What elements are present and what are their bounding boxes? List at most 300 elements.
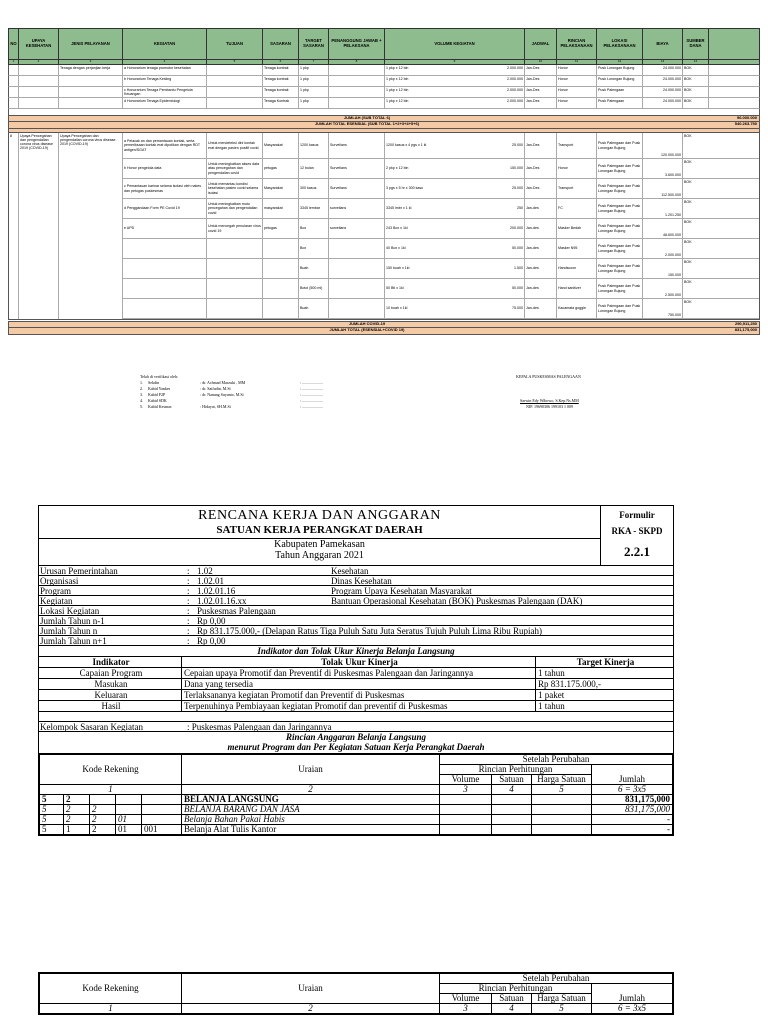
no-cell <box>9 76 19 86</box>
colnum: 1 <box>40 1004 182 1014</box>
kode-cell: 1 <box>64 825 90 835</box>
target-cell: 300 kasus <box>299 179 329 198</box>
info-key: Jumlah Tahun n <box>40 626 98 636</box>
verifier-sign: : ..................... <box>300 398 324 403</box>
lokasi-cell: Pusk Palengaan dan Pusk Lorongan Bujung <box>597 299 643 318</box>
info-code: Rp 0,00 <box>197 616 226 626</box>
verifier-role: Sekdin <box>148 380 160 385</box>
info-row <box>39 616 673 626</box>
row-number: 8 <box>9 133 19 319</box>
rka-tahun: Tahun Anggaran 2021 <box>275 550 364 561</box>
kode-rekening-header: Kode Rekening <box>40 755 182 785</box>
verifier-name: : dr. Nanang Suyanto, M.Si <box>200 392 244 397</box>
jumlah-cell: - <box>592 825 673 835</box>
jenis-cell <box>59 98 123 108</box>
esensial-total-row <box>8 122 760 129</box>
info-row <box>39 576 673 586</box>
indikator-rows <box>39 668 673 712</box>
lokasi-cell: Pusk Palengaan dan Pusk Lorongan Bujung <box>597 199 643 218</box>
volume-text: 1 pkp x 12 bln <box>386 76 409 81</box>
kode-cell <box>116 795 142 805</box>
pj-cell: Surveilans <box>329 133 385 158</box>
kegiatan-cell: a Honorarium tenaga promotor kesehatan <box>123 65 207 75</box>
tujuan-cell <box>207 76 263 86</box>
head-title: KEPALA PUSKESMAS PALENGAAN <box>516 374 581 379</box>
info-name: Program Upaya Kesehatan Masyarakat <box>331 586 472 596</box>
table-row <box>8 65 760 76</box>
volume-cell <box>385 76 525 86</box>
ind-header: Target Kinerja <box>576 657 635 667</box>
info-code: Rp 0,00 <box>197 636 226 646</box>
harga-text: 200.000 <box>510 226 523 231</box>
upaya-cell <box>19 87 59 97</box>
lokasi-cell: Pusk Palengaan <box>597 87 643 97</box>
satuan-cell <box>492 805 532 815</box>
info-key: Program <box>40 586 71 596</box>
colnum: 3 <box>440 785 492 795</box>
verifier-role: Kabid SDK <box>148 398 167 403</box>
uraian-header: Uraian <box>182 974 440 1004</box>
dana-cell: BOK <box>684 260 692 264</box>
harga-text: 75.000 <box>512 306 523 311</box>
kode-cell: 2 <box>90 825 116 835</box>
lokasi-cell: Pusk Palengaan <box>597 98 643 108</box>
ind-header: Indikator <box>39 657 182 667</box>
dana-cell: BOK <box>684 220 692 224</box>
col-header: LOKASI PELAKSANAAN <box>597 29 643 59</box>
biaya-cell: 24.000.000 <box>643 87 683 97</box>
subtotal-label: JUMLAH (SUB TOTAL 6) <box>343 115 391 120</box>
info-code: Rp 831.175.000,- (Delapan Ratus Tiga Puluh Satu Juta Seratus Tujuh Puluh Lima Ribu Rupiah) <box>197 626 543 636</box>
ind-tolak-ukur: Dana yang tersedia <box>182 679 536 689</box>
colnum: 4 <box>492 785 532 795</box>
dana-cell: BOK <box>684 280 692 284</box>
rab-table <box>8 28 760 335</box>
kelompok-value: : Puskesmas Palengaan dan Jaringannya <box>187 722 332 732</box>
volume-cell <box>385 299 525 318</box>
col-header: VOLUME KEGIATAN <box>385 29 525 59</box>
dana-cell: BOK <box>683 65 709 75</box>
lokasi-cell: Pusk Palengaan dan Pusk Lorongan Bujung <box>597 219 643 238</box>
grand-total-row <box>8 328 760 335</box>
pj-cell <box>329 87 385 97</box>
sasaran-cell: Tenaga kontrak <box>263 65 299 75</box>
harga-text: 2.000.000 <box>507 87 523 92</box>
rincian-cell: Kacamata goggle <box>557 299 597 318</box>
verifier-no: 2. <box>140 386 143 391</box>
harga-text: 50.000 <box>512 246 523 251</box>
ind-target: 1 tahun <box>538 701 565 711</box>
tujuan-cell: Untuk mencegah penularan virus covid 19 <box>207 219 263 238</box>
sasaran-cell: Tenaga kontrak <box>263 87 299 97</box>
kode-cell: 5 <box>40 795 64 805</box>
rka-kabupaten: Kabupaten Pamekasan <box>274 539 365 550</box>
pj-cell: Surveilans <box>329 159 385 178</box>
pj-cell: surveilans <box>329 219 385 238</box>
ind-target: 1 tahun <box>538 668 565 678</box>
sasaran-cell <box>263 279 299 298</box>
biaya-cell: 48.600.000 <box>643 219 683 238</box>
dana-cell: BOK <box>683 87 709 97</box>
harga-text: 250 <box>517 206 523 211</box>
col-header: JENIS PELAYANAN <box>59 29 123 59</box>
verifier-no: 5. <box>140 404 143 409</box>
info-row <box>39 596 673 606</box>
sasaran-cell: petugas <box>263 219 299 238</box>
biaya-cell: 24.000.000 <box>643 65 683 75</box>
kegiatan-cell: c Honorarium Tenaga Pembantu Pengelola Keuangan <box>123 87 207 97</box>
colnum: 2 <box>182 785 440 795</box>
no-cell <box>9 87 19 97</box>
tujuan-cell: Untuk memantau kondisi kesehatan pasien covid selama isolasi <box>207 179 263 198</box>
satuan-header: Satuan <box>492 994 532 1004</box>
sasaran-cell: Tenaga kontrak <box>263 76 299 86</box>
jadwal-cell: Jan-Des <box>525 76 557 86</box>
col-header: SASARAN <box>263 29 299 59</box>
target-cell: 1 pkp <box>299 76 329 86</box>
volume-header: Volume <box>440 775 492 785</box>
rka-title: RENCANA KERJA DAN ANGGARAN <box>198 508 441 523</box>
ind-tolak-ukur: Terlaksananya kegiatan Promotif dan Preventif di Puskesmas <box>182 690 536 700</box>
tujuan-cell <box>207 259 263 278</box>
kode-cell: 01 <box>116 825 142 835</box>
jadwal-cell: Jan-des <box>525 199 557 218</box>
setelah-header: Setelah Perubahan <box>440 755 673 765</box>
kelompok-row <box>39 722 673 732</box>
lokasi-cell: Pusk Palengaan dan Pusk Lorongan Bujung <box>597 159 643 178</box>
col-header: PENANGGUNG JAWAB + PELAKSANA <box>329 29 385 59</box>
harga-text: 50.000 <box>512 286 523 291</box>
jenis-cell <box>59 87 123 97</box>
jenis-cell: Upaya Pencegahan dan pengendalian corona virus disease 2019 (COVID-19) <box>59 133 123 319</box>
rincian-row <box>40 795 673 805</box>
pj-cell: surveilans <box>329 199 385 218</box>
volume-cell <box>385 179 525 198</box>
formulir-number: 2.2.1 <box>624 544 650 559</box>
volume-text: 243 Box x 1kl <box>386 226 408 231</box>
rincian-title: Rincian Anggaran Belanja Langsung <box>286 732 426 742</box>
indikator-row <box>39 668 673 679</box>
volume-cell <box>385 219 525 238</box>
jadwal-cell: Jan-des <box>525 279 557 298</box>
sasaran-cell <box>263 239 299 258</box>
kode-cell: 2 <box>90 815 116 825</box>
jadwal-cell: Jan-Des <box>525 133 557 158</box>
col-number: 4 <box>123 60 207 64</box>
biaya-cell: 2.000.000 <box>643 239 683 258</box>
tujuan-cell: Untuk mendeteksi dini kontak erat dengan pasien positif covid <box>207 133 263 158</box>
covid-total-label: JUMLAH COVID-19 <box>348 321 386 326</box>
tujuan-cell: Untuk meningkatkan akses data atau pencegahan dan pengendalian covid <box>207 159 263 178</box>
volume-cell <box>385 65 525 75</box>
pj-cell <box>329 259 385 278</box>
upaya-cell <box>19 98 59 108</box>
verification-title: Telah di verifikasi oleh: <box>140 374 179 379</box>
volume-cell <box>385 133 525 158</box>
col-number: 13 <box>643 60 683 64</box>
info-colon: : <box>187 566 190 576</box>
volume-text: 10 buah x 1kl <box>386 306 408 311</box>
verifier-name: : dr. Achmad Marzuki , MM <box>200 380 246 385</box>
uraian-header: Uraian <box>182 755 440 785</box>
pj-cell <box>329 279 385 298</box>
volume-cell <box>385 279 525 298</box>
target-cell: Box <box>299 219 329 238</box>
harga-text: 2.000.000 <box>507 65 523 70</box>
target-cell: Botol (500 ml) <box>299 279 329 298</box>
kegiatan-cell <box>123 259 207 278</box>
tujuan-cell <box>207 98 263 108</box>
verifier-sign: : ..................... <box>300 392 324 397</box>
lokasi-cell: Pusk Lorongan Bujung <box>597 76 643 86</box>
volume-text: 150 buah x 1kl <box>386 266 410 271</box>
rincian-cell: Transport <box>557 133 597 158</box>
harga-text: 2.000.000 <box>507 98 523 103</box>
lokasi-cell: Pusk Palengaan dan Pusk Lorongan Bujung <box>597 279 643 298</box>
harga-cell <box>532 795 592 805</box>
volume-cell <box>440 825 492 835</box>
col-number: 9 <box>385 60 525 64</box>
ind-name: Capaian Program <box>39 668 182 678</box>
formulir-label: Formulir <box>619 510 655 520</box>
ind-target: 1 paket <box>538 690 565 700</box>
harga-header: Harga Satuan <box>532 994 592 1004</box>
col-number: 2 <box>19 60 59 64</box>
no-cell <box>9 98 19 108</box>
kode-cell: 5 <box>40 805 64 815</box>
table-row <box>123 179 759 199</box>
head-name: Sarwin Edy Wibowo, S.Kep.Ns.MM <box>520 398 579 403</box>
volume-text: 40 Box x 1kl <box>386 246 406 251</box>
dana-cell: BOK <box>684 240 692 244</box>
rka-continuation <box>38 972 674 1015</box>
kegiatan-cell: b Honor pengelola data <box>123 159 207 178</box>
satuan-header: Satuan <box>492 775 532 785</box>
col-number: 1 <box>9 60 19 64</box>
esensial-label: JUMLAH TOTAL ESENSIAL (SUB TOTAL 1+2+3+4+5+6) <box>314 121 420 126</box>
col-header: TUJUAN <box>207 29 263 59</box>
verifier-name: : dr. Saifudin, M.Si <box>200 386 231 391</box>
volume-cell <box>440 795 492 805</box>
biaya-cell: 750.000 <box>643 299 683 318</box>
col-number: 7 <box>299 60 329 64</box>
kegiatan-cell: d Penggandaan Form PE Covid 19 <box>123 199 207 218</box>
ind-target: Rp 831.175.000,- <box>538 679 601 689</box>
rincian-cell: Masker Bedah <box>557 219 597 238</box>
info-colon: : <box>187 586 190 596</box>
kegiatan-cell: a Pelacak an dan pemantauan kontak, serta pemeriksaan kontak erat dipotikan dengan RDT antigen/SGAT <box>123 133 207 158</box>
satuan-cell <box>492 815 532 825</box>
jumlah-cell: 831,175,000 <box>592 795 673 805</box>
table-row <box>123 133 759 159</box>
volume-text: 1200 kasus x 4 pgs x 1 kl <box>386 143 427 148</box>
table-row <box>8 76 760 87</box>
info-key: Kegiatan <box>40 596 73 606</box>
info-row <box>39 586 673 596</box>
jadwal-cell: Jan-Des <box>525 179 557 198</box>
volume-header: Volume <box>440 994 492 1004</box>
volume-cell <box>385 199 525 218</box>
satuan-cell <box>492 825 532 835</box>
info-key: Jumlah Tahun n-1 <box>40 616 105 626</box>
verifier-sign: : ..................... <box>300 380 324 385</box>
perhitungan-header: Rincian Perhitungan <box>440 765 592 775</box>
verifier-no: 1. <box>140 380 143 385</box>
biaya-cell: 24.000.000 <box>643 76 683 86</box>
uraian-cell: BELANJA LANGSUNG <box>182 795 440 805</box>
table-row <box>8 87 760 98</box>
volume-text: 3345 lmbr x 1 kl <box>386 206 412 211</box>
kegiatan-cell <box>123 279 207 298</box>
col-header: JADWAL <box>525 29 557 59</box>
lokasi-cell: Pusk Lorongan Bujung <box>597 65 643 75</box>
col-number: 3 <box>59 60 123 64</box>
info-name <box>331 606 673 615</box>
grand-total-label: JUMLAH TOTAL (ESENSIAL+COVID 19) <box>329 327 405 332</box>
dana-cell: BOK <box>683 76 709 86</box>
info-colon: : <box>187 596 190 606</box>
no-cell <box>9 65 19 75</box>
pj-cell <box>329 239 385 258</box>
indikator-row <box>39 679 673 690</box>
uraian-cell: BELANJA BARANG DAN JASA <box>182 805 440 815</box>
info-name <box>331 636 673 645</box>
col-header: NO <box>9 29 19 59</box>
rincian-cell: Honor <box>557 98 597 108</box>
ind-header: Tolak Ukur Kinerja <box>182 657 536 667</box>
col-number: 11 <box>557 60 597 64</box>
ind-tolak-ukur: Cepaian upaya Promotif dan Preventif di Puskesmas Palengaan dan Jaringannya <box>182 668 536 678</box>
biaya-cell: 112.500.000 <box>643 179 683 198</box>
satuan-cell <box>492 795 532 805</box>
jadwal-cell: Jan-des <box>525 219 557 238</box>
upaya-cell: Upaya Pencegahan dan pengendalian corona virus disease 2019 (COVID-19) <box>19 133 59 319</box>
sasaran-cell: petugas <box>263 159 299 178</box>
upaya-cell <box>19 76 59 86</box>
harga-text: 1.500 <box>514 266 523 271</box>
verifier-name: : Hidayat, SH.M.Si <box>200 404 231 409</box>
target-cell: 1 pkp <box>299 87 329 97</box>
dana-cell: BOK <box>684 180 692 184</box>
section-covid <box>8 133 760 320</box>
harga-text: 25.000 <box>512 186 523 191</box>
pj-cell: Surveilans <box>329 179 385 198</box>
kegiatan-cell <box>123 299 207 318</box>
info-code: Puskesmas Palengaan <box>197 606 276 616</box>
rincian-cell: FC <box>557 199 597 218</box>
rincian-table <box>39 754 673 835</box>
uraian-cell: Belanja Alat Tulis Kantor <box>182 825 440 835</box>
jumlah-cell: - <box>592 815 673 825</box>
kegiatan-cell <box>123 239 207 258</box>
kelompok-label: Kelompok Sasaran Kegiatan <box>40 722 143 732</box>
col-header: BIAYA <box>643 29 683 59</box>
lokasi-cell: Pusk Palengaan dan Pusk Lorongan Bujung <box>597 259 643 278</box>
rincian-cell: Transport <box>557 179 597 198</box>
lokasi-cell: Pusk Palengaan dan Pusk Lorongan Bujung <box>597 133 643 158</box>
col-number: 12 <box>597 60 643 64</box>
harga-text: 2.000.000 <box>507 76 523 81</box>
harga-cell <box>532 825 592 835</box>
rincian-row <box>40 825 673 835</box>
pj-cell <box>329 76 385 86</box>
sasaran-cell: Masyarakat <box>263 179 299 198</box>
kode-rekening-header: Kode Rekening <box>40 974 182 1004</box>
sasaran-cell: masyarakat <box>263 199 299 218</box>
kode-cell: 5 <box>40 815 64 825</box>
target-cell: Box <box>299 239 329 258</box>
verifier-no: 4. <box>140 398 143 403</box>
volume-text: 1 pkp x 12 bln <box>386 87 409 92</box>
upaya-cell <box>19 65 59 75</box>
volume-cell <box>385 239 525 258</box>
rka-formulir <box>601 506 673 565</box>
kode-cell <box>90 795 116 805</box>
colnum: 3 <box>440 1004 492 1014</box>
verifier-role: Kabid Yankes <box>148 386 171 391</box>
target-cell: Buah <box>299 299 329 318</box>
volume-cell <box>385 98 525 108</box>
volume-text: 50 Btl x 1kl <box>386 286 404 291</box>
rka-header <box>39 506 673 566</box>
tujuan-cell <box>207 279 263 298</box>
biaya-cell: 24.000.000 <box>643 98 683 108</box>
kegiatan-cell: c Pemantauan karinar selama isolasi oleh nakes dan petugas puskesmas <box>123 179 207 198</box>
kode-cell: 2 <box>64 795 90 805</box>
kegiatan-cell: b Honorarium Tenaga Kesling <box>123 76 207 86</box>
volume-text: 1 pkp x 12 bln <box>386 98 409 103</box>
biaya-cell: 120.000.000 <box>643 133 683 158</box>
rincian-cell: Honor <box>557 87 597 97</box>
jadwal-cell: Jan-des <box>525 239 557 258</box>
tujuan-cell: Untuk meningkatkan mutu pencegahan dan pengendalian covid <box>207 199 263 218</box>
dana-cell: BOK <box>684 300 692 304</box>
rka-form <box>38 505 674 836</box>
info-colon: : <box>187 626 190 636</box>
kode-cell <box>116 805 142 815</box>
verification-list <box>140 380 400 410</box>
jadwal-cell: Jan-Des <box>525 65 557 75</box>
info-colon: : <box>187 636 190 646</box>
kode-cell: 5 <box>40 825 64 835</box>
rincian-cell: Handscoon <box>557 259 597 278</box>
table-row <box>123 159 759 179</box>
section-honor <box>8 65 760 115</box>
lokasi-cell: Pusk Palengaan dan Pusk Lorongan Bujung <box>597 239 643 258</box>
colnum: 4 <box>492 1004 532 1014</box>
col-number: 6 <box>263 60 299 64</box>
info-name: Bantuan Operasional Kesehatan (BOK) Puskesmas Palengaan (DAK) <box>331 596 583 606</box>
pj-cell <box>329 98 385 108</box>
info-colon: : <box>187 576 190 586</box>
jenis-cell <box>59 76 123 86</box>
rincian-subtitle: menurut Program dan Per Kegiatan Satuan Kerja Perangkat Daerah <box>39 742 673 754</box>
kegiatan-cell: e APD <box>123 219 207 238</box>
info-row <box>39 606 673 616</box>
info-name <box>331 626 673 635</box>
table-row <box>123 259 759 279</box>
info-row <box>39 626 673 636</box>
dana-cell: BOK <box>684 134 692 138</box>
lokasi-cell: Pusk Palengaan dan Pusk Lorongan Bujung <box>597 179 643 198</box>
colnum: 5 <box>532 785 592 795</box>
rincian-table-2 <box>39 973 673 1014</box>
jumlah-cell: 831,175,000 <box>592 805 673 815</box>
jenis-cell: Tenaga dengan perjanjian kerja <box>59 65 123 75</box>
rincian-cell: Honor <box>557 159 597 178</box>
table-row <box>123 279 759 299</box>
indikator-title: Indikator dan Tolak Ukur Kinerja Belanja Langsung <box>39 646 673 657</box>
